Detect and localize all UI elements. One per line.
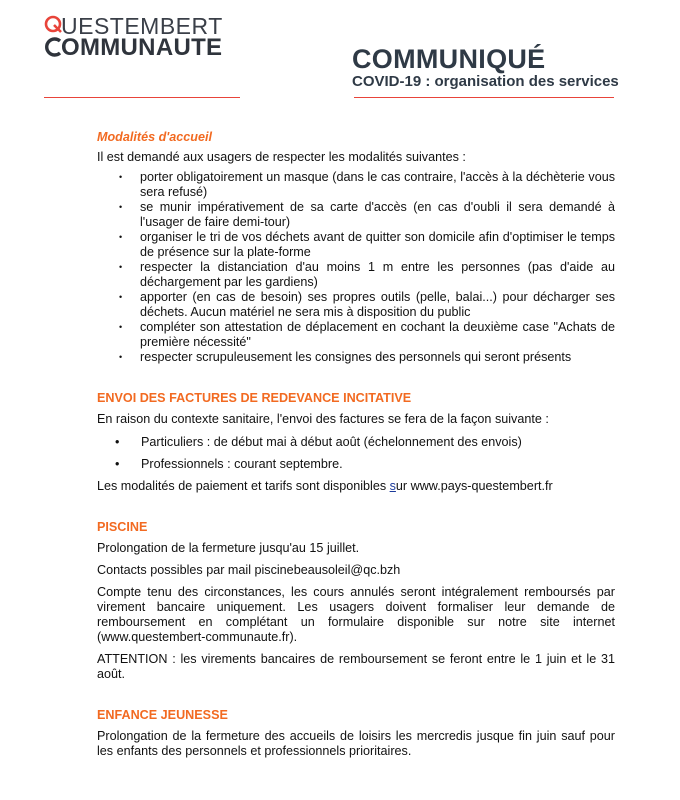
page-subtitle: COVID-19 : organisation des services — [352, 73, 619, 90]
paragraph: Compte tenu des circonstances, les cours annulés seront intégralement remboursés par virement bancaire uniquement. Les usagers doivent formaliser leur demande de remboursement en complétant un formulaire disponible sur notre site internet (www.questembert-communaute.fr). — [97, 585, 615, 644]
page-title: COMMUNIQUÉ — [352, 44, 546, 74]
list-item: • Professionnels : courant septembre. — [113, 457, 615, 472]
section-accueil — [97, 130, 615, 365]
footer-link-fragment[interactable]: s — [389, 479, 396, 493]
section-enfance — [97, 708, 615, 759]
section-factures — [97, 391, 615, 494]
section-intro: En raison du contexte sanitaire, l'envoi des factures se fera de la façon suivante : — [97, 412, 549, 426]
section-piscine — [97, 520, 615, 682]
logo-text-bottom — [61, 36, 222, 60]
paragraph: Prolongation de la fermeture des accueils de loisirs les mercredis jusque fin juin sauf pour les enfants des personnels et professionnels prioritaires. — [97, 729, 615, 758]
list-item: • apporter (en cas de besoin) ses propres outils (pelle, balai...) pour décharger ses déchets. Aucun matériel ne sera mis à disposition du public — [117, 290, 615, 320]
section-heading: ENVOI DES FACTURES DE REDEVANCE INCITATIVE — [97, 391, 412, 405]
footer-text-link: ur www.pays-questembert.fr — [395, 479, 553, 493]
bullet-list — [97, 435, 615, 472]
section-heading: PISCINE — [97, 520, 148, 534]
list-item: • porter obligatoirement un masque (dans le cas contraire, l'accès à la déchèterie vous sera refusé) — [117, 170, 615, 200]
logo-text-top: UESTEMBERT — [61, 13, 223, 39]
document-body — [97, 130, 615, 759]
paragraph: ATTENTION : les virements bancaires de remboursement se feront entre le 1 juin et le 31 août. — [97, 652, 615, 681]
logo — [44, 14, 244, 64]
list-item: • se munir impérativement de sa carte d'accès (en cas d'oubli il sera demandé à l'usager de faire demi-tour) — [117, 200, 615, 230]
title-divider — [354, 97, 614, 98]
logo-q-icon — [44, 15, 62, 33]
bullet-list — [97, 170, 615, 365]
paragraph: Contacts possibles par mail piscinebeausoleil@qc.bzh — [97, 563, 401, 577]
logo-divider — [44, 97, 240, 98]
section-footer — [97, 479, 615, 494]
list-item: • compléter son attestation de déplacement en cochant la deuxième case "Achats de première nécessité" — [117, 320, 615, 350]
footer-text: Les modalités de paiement et tarifs sont disponibles — [97, 479, 390, 493]
list-item: • respecter scrupuleusement les consignes des personnels qui seront présents — [117, 350, 615, 365]
list-item: • respecter la distanciation d'au moins 1 m entre les personnes (pas d'aide au déchargement par les gardiens) — [117, 260, 615, 290]
section-intro: Il est demandé aux usagers de respecter les modalités suivantes : — [97, 150, 466, 164]
logo-text-bottom-e: E — [206, 34, 223, 61]
list-item: • organiser le tri de vos déchets avant de quitter son domicile afin d'optimiser le temps de présence sur la plate-forme — [117, 230, 615, 260]
section-heading: Modalités d'accueil — [97, 130, 212, 144]
logo-text-bottom-main: OMMUNAUT — [61, 34, 207, 61]
paragraph: Prolongation de la fermeture jusqu'au 15 juillet. — [97, 541, 360, 555]
section-heading: ENFANCE JEUNESSE — [97, 708, 228, 722]
list-item: • Particuliers : de début mai à début août (échelonnement des envois) — [113, 435, 615, 450]
